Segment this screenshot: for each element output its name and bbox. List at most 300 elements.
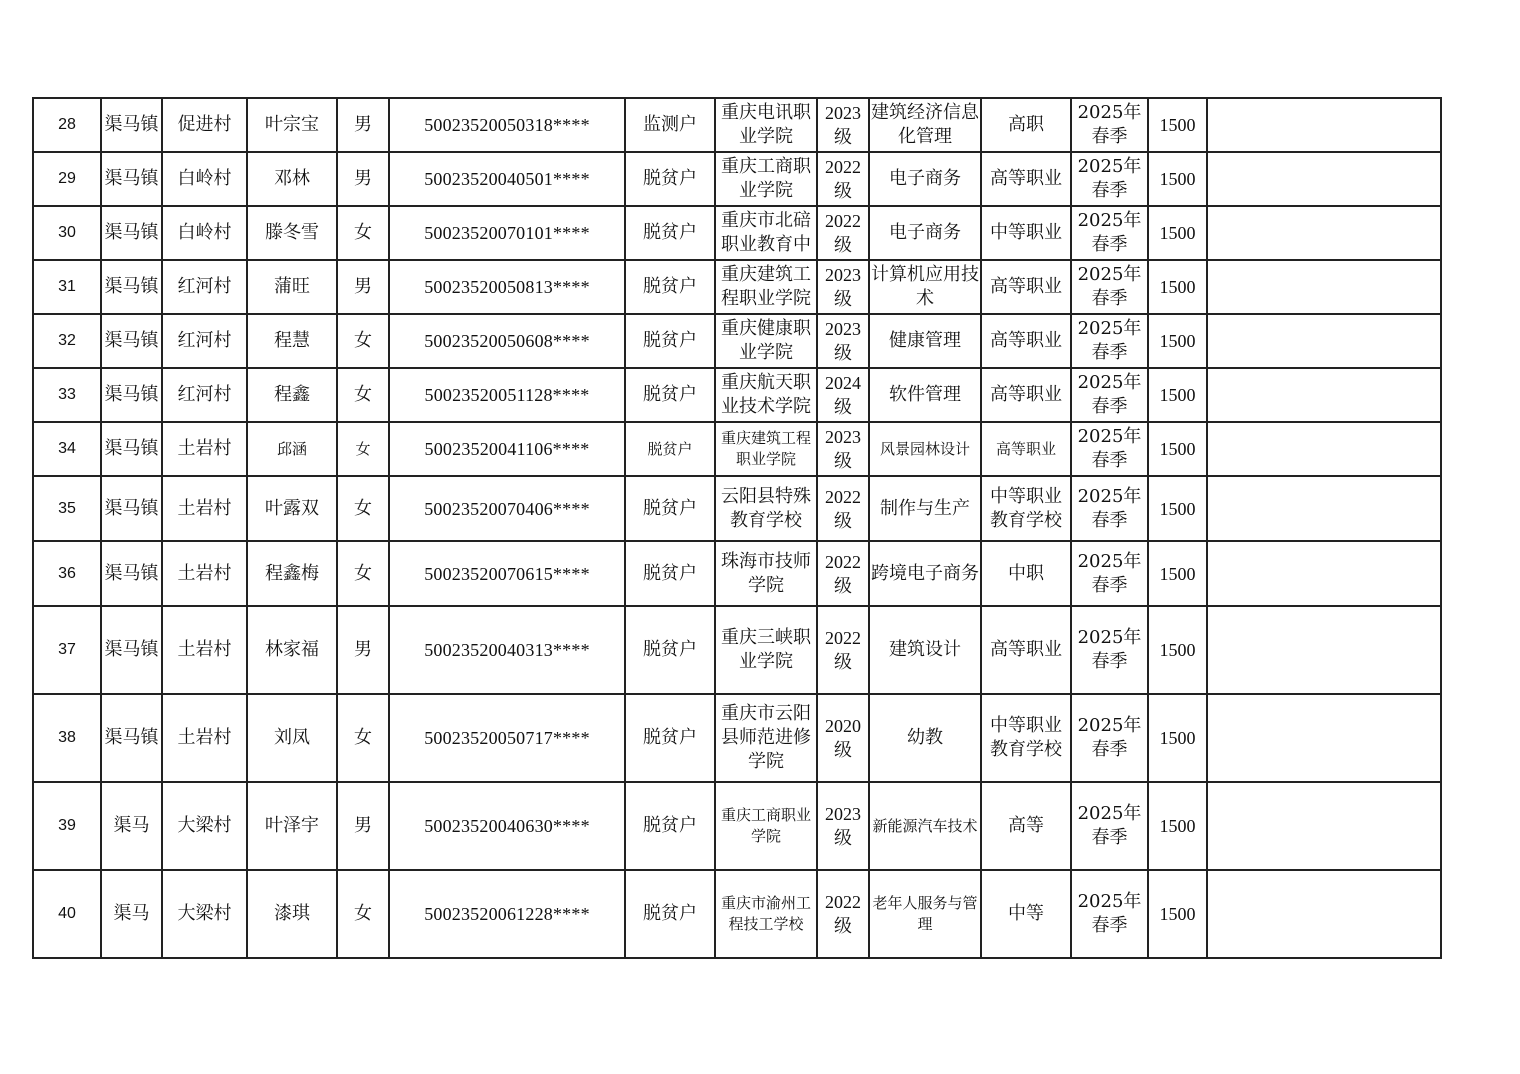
cell-level xyxy=(981,476,1071,541)
cell-remark xyxy=(1207,368,1441,422)
cell-town-text: 渠马镇 xyxy=(104,727,159,748)
table-row xyxy=(33,476,1441,541)
cell-name-text: 程鑫梅 xyxy=(265,562,319,584)
cell-level xyxy=(981,98,1071,152)
cell-household-type-text: 脱贫户 xyxy=(643,384,697,405)
cell-remark xyxy=(1207,694,1441,782)
cell-town-text: 渠马镇 xyxy=(104,497,159,519)
cell-household-type xyxy=(625,152,715,206)
cell-term-text: 2025年春季 xyxy=(1077,156,1142,201)
cell-no xyxy=(33,541,101,606)
cell-household-type-text: 脱贫户 xyxy=(643,497,697,519)
cell-major xyxy=(869,476,981,541)
cell-no xyxy=(33,260,101,314)
cell-town xyxy=(101,782,162,870)
cell-town xyxy=(101,476,162,541)
cell-id-number-text: 50023520040501**** xyxy=(424,169,590,189)
cell-term xyxy=(1071,368,1148,422)
cell-major-text: 风景园林设计 xyxy=(879,439,970,458)
cell-school xyxy=(715,260,817,314)
cell-name-text: 邓林 xyxy=(274,168,310,189)
cell-level-text: 高等 xyxy=(1008,815,1044,836)
cell-household-type-text: 脱贫户 xyxy=(643,562,697,584)
cell-major xyxy=(869,870,981,958)
cell-term-text: 2025年春季 xyxy=(1077,715,1142,760)
cell-amount xyxy=(1148,152,1207,206)
cell-gender xyxy=(337,152,389,206)
cell-amount-text: 1500 xyxy=(1159,115,1196,135)
cell-village xyxy=(162,260,247,314)
table-row xyxy=(33,870,1441,958)
cell-major-text: 建筑设计 xyxy=(889,639,961,660)
cell-level xyxy=(981,368,1071,422)
cell-amount-text: 1500 xyxy=(1159,331,1196,351)
cell-grade xyxy=(817,98,869,152)
cell-household-type-text: 脱贫户 xyxy=(643,222,697,243)
cell-grade xyxy=(817,422,869,476)
cell-id-number xyxy=(389,422,625,476)
table-row xyxy=(33,98,1441,152)
cell-amount xyxy=(1148,98,1207,152)
cell-amount xyxy=(1148,870,1207,958)
cell-level-text: 中等 xyxy=(1008,903,1044,924)
cell-no-text: 29 xyxy=(58,170,76,187)
cell-major-text: 新能源汽车技术 xyxy=(872,816,978,835)
cell-gender-text: 男 xyxy=(354,114,372,135)
cell-school xyxy=(715,368,817,422)
cell-id-number xyxy=(389,98,625,152)
cell-town-text: 渠马镇 xyxy=(104,222,159,243)
cell-term-text: 2025年春季 xyxy=(1077,627,1142,672)
cell-name-text: 邱涵 xyxy=(276,439,307,458)
cell-grade-text: 2024级 xyxy=(825,373,861,417)
cell-village xyxy=(162,476,247,541)
cell-name xyxy=(247,870,337,958)
cell-term xyxy=(1071,870,1148,958)
cell-remark xyxy=(1207,422,1441,476)
cell-school xyxy=(715,870,817,958)
cell-village xyxy=(162,870,247,958)
cell-household-type xyxy=(625,260,715,314)
cell-gender xyxy=(337,98,389,152)
cell-village-text: 红河村 xyxy=(177,330,232,351)
cell-amount xyxy=(1148,694,1207,782)
cell-gender-text: 女 xyxy=(354,562,372,584)
cell-gender-text: 男 xyxy=(354,815,372,836)
cell-gender xyxy=(337,476,389,541)
cell-term-text: 2025年春季 xyxy=(1077,318,1142,363)
cell-gender-text: 女 xyxy=(354,903,372,924)
cell-amount-text: 1500 xyxy=(1159,223,1196,243)
table-row xyxy=(33,368,1441,422)
cell-school xyxy=(715,694,817,782)
cell-gender-text: 女 xyxy=(354,330,372,351)
cell-term-text: 2025年春季 xyxy=(1077,102,1142,147)
cell-school xyxy=(715,606,817,694)
cell-level xyxy=(981,782,1071,870)
cell-term xyxy=(1071,541,1148,606)
cell-name-text: 程慧 xyxy=(274,330,310,351)
cell-amount-text: 1500 xyxy=(1159,277,1196,297)
cell-grade-text: 2022级 xyxy=(825,486,861,531)
cell-grade-text: 2022级 xyxy=(825,628,861,672)
cell-grade-text: 2022级 xyxy=(825,157,861,201)
cell-gender xyxy=(337,260,389,314)
cell-town xyxy=(101,98,162,152)
cell-id-number xyxy=(389,368,625,422)
cell-gender-text: 女 xyxy=(354,222,372,243)
cell-no-text: 40 xyxy=(58,905,76,922)
cell-grade xyxy=(817,314,869,368)
cell-major-text: 健康管理 xyxy=(889,330,961,351)
cell-level xyxy=(981,206,1071,260)
cell-town-text: 渠马镇 xyxy=(104,168,159,189)
cell-no xyxy=(33,782,101,870)
cell-village-text: 土岩村 xyxy=(177,639,232,660)
cell-no-text: 34 xyxy=(58,440,76,457)
cell-id-number xyxy=(389,606,625,694)
cell-village-text: 土岩村 xyxy=(177,438,232,459)
cell-no-text: 36 xyxy=(58,564,76,582)
cell-school-text: 珠海市技师学院 xyxy=(721,550,811,596)
cell-village xyxy=(162,368,247,422)
cell-gender xyxy=(337,314,389,368)
cell-amount-text: 1500 xyxy=(1159,563,1196,584)
cell-school xyxy=(715,541,817,606)
cell-town-text: 渠马镇 xyxy=(104,639,159,660)
cell-level-text: 高等职业 xyxy=(990,639,1062,660)
cell-name xyxy=(247,206,337,260)
cell-gender xyxy=(337,606,389,694)
table-body xyxy=(33,98,1441,958)
cell-major-text: 跨境电子商务 xyxy=(871,562,979,584)
cell-grade xyxy=(817,782,869,870)
cell-term xyxy=(1071,260,1148,314)
cell-gender xyxy=(337,782,389,870)
cell-household-type xyxy=(625,694,715,782)
cell-level-text: 高等职业 xyxy=(995,439,1056,458)
cell-level xyxy=(981,422,1071,476)
cell-village xyxy=(162,152,247,206)
cell-id-number xyxy=(389,476,625,541)
cell-id-number-text: 50023520041106**** xyxy=(424,439,590,459)
cell-level-text: 高等职业 xyxy=(990,168,1062,189)
cell-school xyxy=(715,206,817,260)
cell-amount-text: 1500 xyxy=(1159,904,1196,924)
cell-major xyxy=(869,206,981,260)
cell-no xyxy=(33,476,101,541)
cell-remark xyxy=(1207,870,1441,958)
cell-village xyxy=(162,541,247,606)
cell-remark xyxy=(1207,606,1441,694)
cell-no-text: 30 xyxy=(58,224,76,241)
cell-school-text: 重庆建筑工程职业学院 xyxy=(721,264,811,309)
cell-gender xyxy=(337,422,389,476)
cell-household-type xyxy=(625,870,715,958)
cell-no-text: 31 xyxy=(58,278,76,295)
cell-major-text: 电子商务 xyxy=(889,168,961,189)
cell-amount-text: 1500 xyxy=(1159,728,1196,748)
cell-village-text: 大梁村 xyxy=(177,815,232,836)
cell-major xyxy=(869,422,981,476)
cell-no xyxy=(33,206,101,260)
cell-remark xyxy=(1207,260,1441,314)
cell-grade-text: 2023级 xyxy=(825,265,861,309)
cell-level-text: 高等职业 xyxy=(990,276,1062,297)
cell-no xyxy=(33,152,101,206)
cell-level xyxy=(981,541,1071,606)
cell-id-number xyxy=(389,694,625,782)
cell-household-type xyxy=(625,782,715,870)
cell-household-type xyxy=(625,606,715,694)
cell-amount xyxy=(1148,476,1207,541)
cell-town-text: 渠马镇 xyxy=(104,562,159,584)
cell-remark xyxy=(1207,541,1441,606)
cell-village-text: 红河村 xyxy=(177,276,232,297)
cell-no-text: 39 xyxy=(58,817,76,834)
cell-level-text: 中等职业 xyxy=(990,222,1062,243)
cell-grade-text: 2022级 xyxy=(825,892,861,936)
cell-no xyxy=(33,368,101,422)
cell-amount-text: 1500 xyxy=(1159,385,1196,405)
cell-id-number xyxy=(389,870,625,958)
cell-amount xyxy=(1148,206,1207,260)
cell-name-text: 叶泽宇 xyxy=(265,815,319,836)
cell-household-type xyxy=(625,422,715,476)
cell-grade xyxy=(817,206,869,260)
cell-town-text: 渠马镇 xyxy=(104,384,159,405)
cell-household-type-text: 脱贫户 xyxy=(643,903,697,924)
cell-household-type-text: 脱贫户 xyxy=(643,330,697,351)
cell-school-text: 重庆健康职业学院 xyxy=(721,318,811,363)
table-row xyxy=(33,206,1441,260)
cell-term xyxy=(1071,606,1148,694)
cell-no-text: 32 xyxy=(58,332,76,349)
cell-name xyxy=(247,368,337,422)
cell-id-number xyxy=(389,541,625,606)
cell-grade-text: 2020级 xyxy=(825,716,861,760)
cell-term-text: 2025年春季 xyxy=(1077,550,1142,596)
cell-grade xyxy=(817,870,869,958)
cell-amount xyxy=(1148,606,1207,694)
cell-village-text: 土岩村 xyxy=(177,497,232,519)
cell-term-text: 2025年春季 xyxy=(1077,803,1142,848)
cell-household-type-text: 脱贫户 xyxy=(643,639,697,660)
cell-gender-text: 女 xyxy=(354,497,372,519)
cell-major-text: 幼教 xyxy=(907,727,943,748)
cell-amount xyxy=(1148,368,1207,422)
student-subsidy-table xyxy=(32,97,1442,959)
cell-town-text: 渠马镇 xyxy=(104,114,159,135)
cell-name xyxy=(247,314,337,368)
cell-id-number-text: 50023520050318**** xyxy=(424,115,590,135)
cell-village xyxy=(162,98,247,152)
cell-village xyxy=(162,422,247,476)
cell-id-number xyxy=(389,152,625,206)
cell-village xyxy=(162,606,247,694)
cell-name xyxy=(247,606,337,694)
cell-school-text: 重庆市北碚职业教育中 xyxy=(721,210,811,255)
cell-village-text: 土岩村 xyxy=(177,727,232,748)
cell-major xyxy=(869,368,981,422)
cell-major-text: 电子商务 xyxy=(889,222,961,243)
cell-school xyxy=(715,152,817,206)
cell-level-text: 高等职业 xyxy=(990,384,1062,405)
cell-id-number-text: 50023520050813**** xyxy=(424,277,590,297)
cell-name-text: 蒲旺 xyxy=(274,276,310,297)
cell-household-type-text: 脱贫户 xyxy=(647,439,693,458)
cell-name-text: 程鑫 xyxy=(274,384,310,405)
table-row xyxy=(33,782,1441,870)
cell-gender-text: 男 xyxy=(354,168,372,189)
cell-school-text: 重庆市云阳县师范进修学院 xyxy=(721,703,811,772)
cell-term-text: 2025年春季 xyxy=(1077,426,1142,471)
cell-id-number xyxy=(389,260,625,314)
cell-school xyxy=(715,422,817,476)
cell-village xyxy=(162,314,247,368)
cell-gender xyxy=(337,368,389,422)
cell-grade-text: 2023级 xyxy=(825,319,861,363)
cell-gender-text: 男 xyxy=(354,276,372,297)
cell-school-text: 云阳县特殊教育学校 xyxy=(721,485,811,531)
cell-household-type xyxy=(625,98,715,152)
cell-no xyxy=(33,98,101,152)
cell-gender-text: 女 xyxy=(354,727,372,748)
cell-town xyxy=(101,694,162,782)
cell-school-text: 重庆市渝州工程技工学校 xyxy=(720,894,811,933)
table-row xyxy=(33,694,1441,782)
cell-major xyxy=(869,782,981,870)
cell-gender xyxy=(337,541,389,606)
cell-remark xyxy=(1207,152,1441,206)
cell-household-type xyxy=(625,476,715,541)
cell-major xyxy=(869,694,981,782)
cell-grade-text: 2023级 xyxy=(825,804,861,848)
cell-amount-text: 1500 xyxy=(1159,640,1196,660)
cell-term xyxy=(1071,98,1148,152)
cell-school-text: 重庆工商职业学院 xyxy=(720,806,811,845)
cell-village xyxy=(162,782,247,870)
cell-amount-text: 1500 xyxy=(1159,169,1196,189)
cell-level xyxy=(981,152,1071,206)
cell-village xyxy=(162,206,247,260)
cell-town xyxy=(101,541,162,606)
cell-school-text: 重庆建筑工程职业学院 xyxy=(720,429,811,468)
cell-id-number-text: 50023520050608**** xyxy=(424,331,590,351)
cell-name xyxy=(247,98,337,152)
cell-name-text: 林家福 xyxy=(265,639,319,660)
cell-major xyxy=(869,314,981,368)
cell-name xyxy=(247,782,337,870)
cell-grade-text: 2022级 xyxy=(825,211,861,255)
cell-level xyxy=(981,870,1071,958)
cell-major xyxy=(869,541,981,606)
cell-level-text: 中职 xyxy=(1008,562,1044,584)
cell-household-type-text: 脱贫户 xyxy=(643,727,697,748)
cell-term xyxy=(1071,152,1148,206)
table-row xyxy=(33,541,1441,606)
cell-town xyxy=(101,260,162,314)
cell-name-text: 刘凤 xyxy=(274,727,310,748)
cell-id-number-text: 50023520070406**** xyxy=(424,498,590,519)
cell-id-number-text: 50023520040630**** xyxy=(424,816,590,836)
cell-term xyxy=(1071,314,1148,368)
cell-no xyxy=(33,314,101,368)
cell-amount xyxy=(1148,260,1207,314)
cell-no xyxy=(33,606,101,694)
cell-id-number-text: 50023520051128**** xyxy=(424,385,590,405)
cell-town-text: 渠马镇 xyxy=(104,438,159,459)
cell-term xyxy=(1071,206,1148,260)
cell-major-text: 建筑经济信息化管理 xyxy=(871,102,979,147)
cell-id-number-text: 50023520050717**** xyxy=(424,728,590,748)
cell-name xyxy=(247,694,337,782)
cell-grade xyxy=(817,694,869,782)
cell-id-number xyxy=(389,206,625,260)
cell-no-text: 38 xyxy=(58,729,76,746)
cell-name-text: 漆琪 xyxy=(274,903,310,924)
cell-household-type xyxy=(625,314,715,368)
cell-term-text: 2025年春季 xyxy=(1077,485,1142,531)
cell-id-number-text: 50023520040313**** xyxy=(424,640,590,660)
cell-household-type-text: 脱贫户 xyxy=(643,168,697,189)
cell-remark xyxy=(1207,98,1441,152)
cell-major xyxy=(869,152,981,206)
cell-no-text: 35 xyxy=(58,499,76,517)
cell-no-text: 28 xyxy=(58,116,76,133)
cell-name-text: 叶露双 xyxy=(265,497,319,519)
cell-term xyxy=(1071,422,1148,476)
cell-level-text: 中等职业教育学校 xyxy=(990,715,1062,760)
cell-town xyxy=(101,206,162,260)
cell-village-text: 大梁村 xyxy=(177,903,232,924)
cell-household-type xyxy=(625,541,715,606)
cell-term xyxy=(1071,476,1148,541)
cell-school xyxy=(715,98,817,152)
cell-amount-text: 1500 xyxy=(1159,498,1196,519)
cell-gender-text: 女 xyxy=(355,439,371,458)
cell-household-type xyxy=(625,368,715,422)
cell-name-text: 叶宗宝 xyxy=(265,114,319,135)
cell-major xyxy=(869,260,981,314)
cell-id-number-text: 50023520070101**** xyxy=(424,223,590,243)
cell-amount xyxy=(1148,782,1207,870)
cell-village-text: 促进村 xyxy=(177,114,232,135)
cell-term xyxy=(1071,782,1148,870)
cell-amount xyxy=(1148,422,1207,476)
cell-amount xyxy=(1148,314,1207,368)
cell-no xyxy=(33,694,101,782)
cell-id-number-text: 50023520061228**** xyxy=(424,904,590,924)
cell-town xyxy=(101,314,162,368)
table-row xyxy=(33,260,1441,314)
cell-household-type-text: 脱贫户 xyxy=(643,815,697,836)
cell-gender-text: 男 xyxy=(354,639,372,660)
cell-level xyxy=(981,606,1071,694)
cell-name xyxy=(247,152,337,206)
cell-household-type-text: 监测户 xyxy=(643,114,697,135)
cell-grade-text: 2023级 xyxy=(825,103,861,147)
cell-school xyxy=(715,782,817,870)
cell-level xyxy=(981,260,1071,314)
cell-no xyxy=(33,870,101,958)
cell-grade xyxy=(817,260,869,314)
cell-grade xyxy=(817,541,869,606)
cell-name xyxy=(247,260,337,314)
cell-name-text: 滕冬雪 xyxy=(265,222,319,243)
cell-level-text: 中等职业教育学校 xyxy=(990,485,1062,531)
cell-town xyxy=(101,422,162,476)
